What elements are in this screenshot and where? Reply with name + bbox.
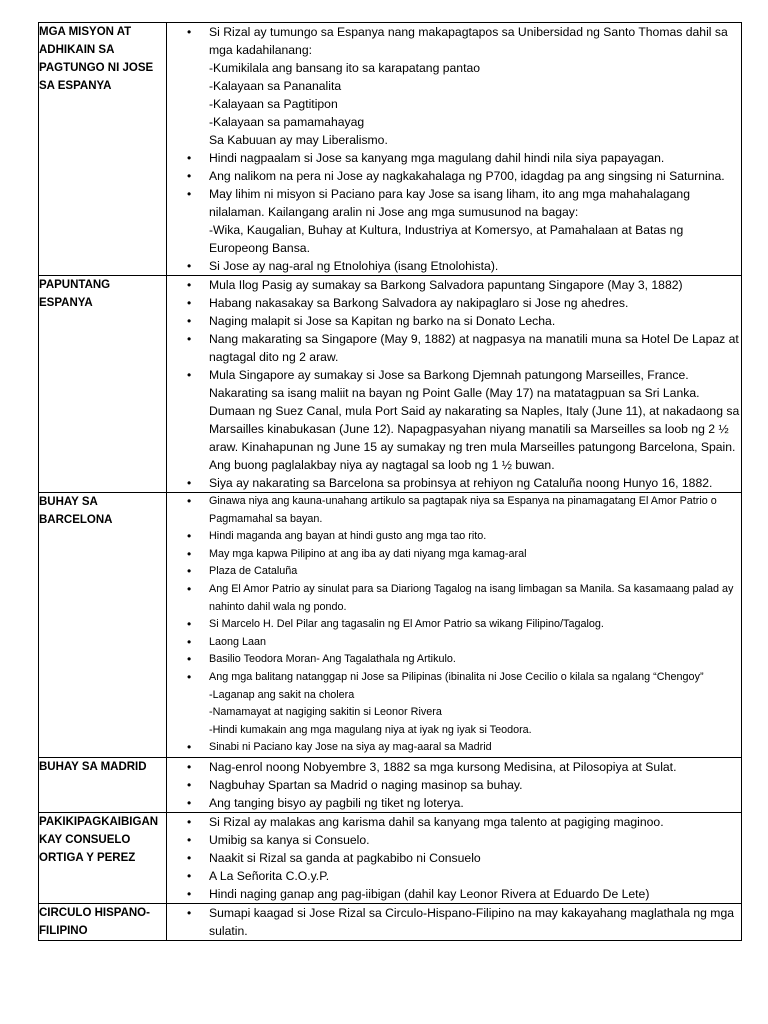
bullet-text: -Hindi kumakain ang mga magulang niya at iyak ng iyak si Teodora. — [209, 723, 532, 736]
bullet-text: • Basilio Teodora Moran- Ang Tagalathala ng Artikulo. — [209, 653, 456, 666]
bullet-text: • Ang tanging bisyo ay pagbili ng tiket ng loterya. — [209, 795, 464, 810]
bullet-item — [167, 23, 741, 149]
bullet-item — [167, 149, 741, 167]
document-table-body — [39, 23, 742, 941]
bullet-item — [167, 366, 741, 474]
section-content-cell — [167, 276, 742, 493]
section-title: PAPUNTANG ESPANYA — [39, 279, 111, 309]
bullet-text: • Nagbuhay Spartan sa Madrid o naging masinop sa buhay. — [209, 777, 523, 792]
bullet-item — [167, 794, 741, 812]
bullet-item — [167, 669, 741, 739]
bullet-text: • Laong Laan — [209, 635, 267, 648]
bullet-text: -Wika, Kaugalian, Buhay at Kultura, Industriya at Komersyo, at Pamahalaan at Batas ng Europeong Bansa. — [209, 223, 684, 255]
section-row — [39, 812, 742, 903]
bullet-text: -Laganap ang sakit na cholera — [209, 688, 355, 701]
bullet-text: -Namamayat at nagiging sakitin si Leonor Rivera — [209, 706, 442, 719]
bullet-text: • Si Marcelo H. Del Pilar ang tagasalin ng El Amor Patrio sa wikang Filipino/Tagalog. — [209, 618, 604, 631]
section-heading-cell — [39, 276, 167, 493]
section-heading-cell — [39, 903, 167, 940]
bullet-text: • Plaza de Cataluña — [209, 565, 298, 578]
section-content-cell — [167, 812, 742, 903]
bullet-text: • Naging malapit si Jose sa Kapitan ng barko na si Donato Lecha. — [209, 314, 556, 328]
bullet-text: Sa Kabuuan ay may Liberalismo. — [209, 133, 388, 147]
section-heading-cell — [39, 493, 167, 758]
bullet-item — [167, 885, 741, 903]
section-row — [39, 493, 742, 758]
bullet-text: • Ang mga balitang natanggap ni Jose sa Pilipinas (ibinalita ni Jose Cecilio o kilala sa ngalang “Chengoy” — [209, 670, 704, 683]
section-title: MGA MISYON AT ADHIKAIN SA PAGTUNGO NI JOSE SA ESPANYA — [39, 26, 154, 92]
bullet-item — [167, 528, 741, 546]
bullet-item — [167, 581, 741, 616]
bullet-text: • A La Señorita C.O.y.P. — [209, 868, 330, 883]
bullet-item — [167, 546, 741, 564]
bullet-item — [167, 276, 741, 294]
bullet-item — [167, 294, 741, 312]
bullet-text: • Si Rizal ay malakas ang karisma dahil sa kanyang mga talento at pagiging maginoo. — [209, 814, 664, 829]
bullet-list — [167, 276, 741, 492]
bullet-text: • Mula Ilog Pasig ay sumakay sa Barkong Salvadora papuntang Singapore (May 3, 1882) — [209, 278, 683, 292]
section-heading-cell — [39, 23, 167, 276]
bullet-text: • Nang makarating sa Singapore (May 9, 1882) at nagpasya na manatili muna sa Hotel De Lapaz at nagtagal dito ng 2 araw. — [209, 332, 739, 364]
bullet-item — [167, 185, 741, 257]
section-title: CIRCULO HISPANO-FILIPINO — [39, 906, 150, 937]
bullet-item — [167, 831, 741, 849]
bullet-text: • May mga kapwa Pilipino at ang iba ay dati niyang mga kamag-aral — [209, 547, 527, 560]
section-row — [39, 757, 742, 812]
bullet-item — [167, 563, 741, 581]
bullet-text: -Kalayaan sa pamamahayag — [209, 115, 365, 129]
bullet-text: • Ang El Amor Patrio ay sinulat para sa Diariong Tagalog na isang limbagan sa Manila. Sa kasamaang palad ay nahinto dahil wala ng pondo. — [209, 582, 734, 613]
bullet-item — [167, 312, 741, 330]
bullet-item — [167, 330, 741, 366]
bullet-text: • Ang nalikom na pera ni Jose ay nagkakahalaga ng P700, idagdag pa ang singsing ni Saturnina. — [209, 169, 725, 183]
document-table — [38, 22, 742, 941]
bullet-text: -Kalayaan sa Pagtitipon — [209, 97, 338, 111]
section-title: BUHAY SA MADRID — [39, 760, 147, 773]
bullet-text: • Ginawa niya ang kauna-unahang artikulo sa pagtapak niya sa Espanya na pinamagatang El Amor Patrio o Pagmamahal sa bayan. — [209, 495, 717, 525]
bullet-text: • May lihim ni misyon si Paciano para kay Jose sa isang liham, ito ang mga mahahalagang nilalaman. Kailangang aralin ni Jose ang mga sumusunod na bagay: — [209, 187, 690, 219]
bullet-item — [167, 813, 741, 831]
bullet-text: • Si Jose ay nag-aral ng Etnolohiya (isang Etnolohista). — [209, 259, 499, 273]
bullet-item — [167, 849, 741, 867]
bullet-text: • Mula Singapore ay sumakay si Jose sa Barkong Djemnah patungong Marseilles, France. Nakarating sa isang maliit na bayan ng Point Galle (May 17) na matatagpuan sa Sri Lanka. Dumaan ng Suez Canal, mula Port Said ay nakarating sa Naples, Italy (June 11), at nakadaong sa Marsailles kinabukasan (June 12). Napagpasyahan niyang manatili sa Marseilles sa loob ng 2 ½ araw. Kinahapunan ng June 15 ay sumakay ng tren mula Marseilles patungong Barcelona, Spain. Ang buong paglalakbay niya ay nagtagal sa loob ng 1 ½ buwan. — [209, 368, 740, 472]
bullet-item — [167, 904, 741, 940]
section-content-cell — [167, 757, 742, 812]
section-row — [39, 23, 742, 276]
section-content-cell — [167, 23, 742, 276]
bullet-text: • Nag-enrol noong Nobyembre 3, 1882 sa mga kursong Medisina, at Pilosopiya at Sulat. — [209, 759, 677, 774]
bullet-text: • Sumapi kaagad si Jose Rizal sa Circulo-Hispano-Filipino na may kakayahang maglathala ng mga sulatin. — [209, 905, 735, 938]
bullet-text: • Umibig sa kanya si Consuelo. — [209, 832, 370, 847]
bullet-item — [167, 493, 741, 528]
bullet-item — [167, 616, 741, 634]
bullet-text: • Hindi naging ganap ang pag-iibigan (dahil kay Leonor Rivera at Eduardo De Lete) — [209, 886, 650, 901]
bullet-item — [167, 739, 741, 757]
bullet-item — [167, 257, 741, 275]
bullet-item — [167, 651, 741, 669]
section-title: BUHAY SA BARCELONA — [39, 496, 113, 526]
section-heading-cell — [39, 757, 167, 812]
bullet-text: • Sinabi ni Paciano kay Jose na siya ay mag-aaral sa Madrid — [209, 741, 492, 754]
bullet-item — [167, 776, 741, 794]
bullet-text: • Naakit si Rizal sa ganda at pagkabibo ni Consuelo — [209, 850, 481, 865]
bullet-list — [167, 23, 741, 275]
bullet-text: • Hindi maganda ang bayan at hindi gusto ang mga tao rito. — [209, 530, 487, 543]
bullet-text: -Kalayaan sa Pananalita — [209, 79, 342, 93]
section-row — [39, 276, 742, 493]
bullet-item — [167, 867, 741, 885]
bullet-text: • Hindi nagpaalam si Jose sa kanyang mga magulang dahil hindi nila siya papayagan. — [209, 151, 665, 165]
bullet-item — [167, 634, 741, 652]
bullet-text: • Siya ay nakarating sa Barcelona sa probinsya at rehiyon ng Cataluña noong Hunyo 16, 1882. — [209, 476, 713, 490]
bullet-item — [167, 167, 741, 185]
bullet-item — [167, 474, 741, 492]
bullet-text: • Habang nakasakay sa Barkong Salvadora ay nakipaglaro si Jose ng ahedres. — [209, 296, 629, 310]
bullet-list — [167, 813, 741, 903]
section-title: PAKIKIPAGKAIBIGAN KAY CONSUELO ORTIGA Y PEREZ — [39, 815, 159, 864]
section-heading-cell — [39, 812, 167, 903]
bullet-item — [167, 758, 741, 776]
section-content-cell — [167, 493, 742, 758]
bullet-list — [167, 493, 741, 757]
bullet-list — [167, 758, 741, 812]
section-content-cell — [167, 903, 742, 940]
bullet-text: • Si Rizal ay tumungo sa Espanya nang makapagtapos sa Unibersidad ng Santo Thomas dahil sa mga kadahilanang: — [209, 25, 728, 57]
bullet-list — [167, 904, 741, 940]
section-row — [39, 903, 742, 940]
bullet-text: -Kumikilala ang bansang ito sa karapatang pantao — [209, 61, 481, 75]
